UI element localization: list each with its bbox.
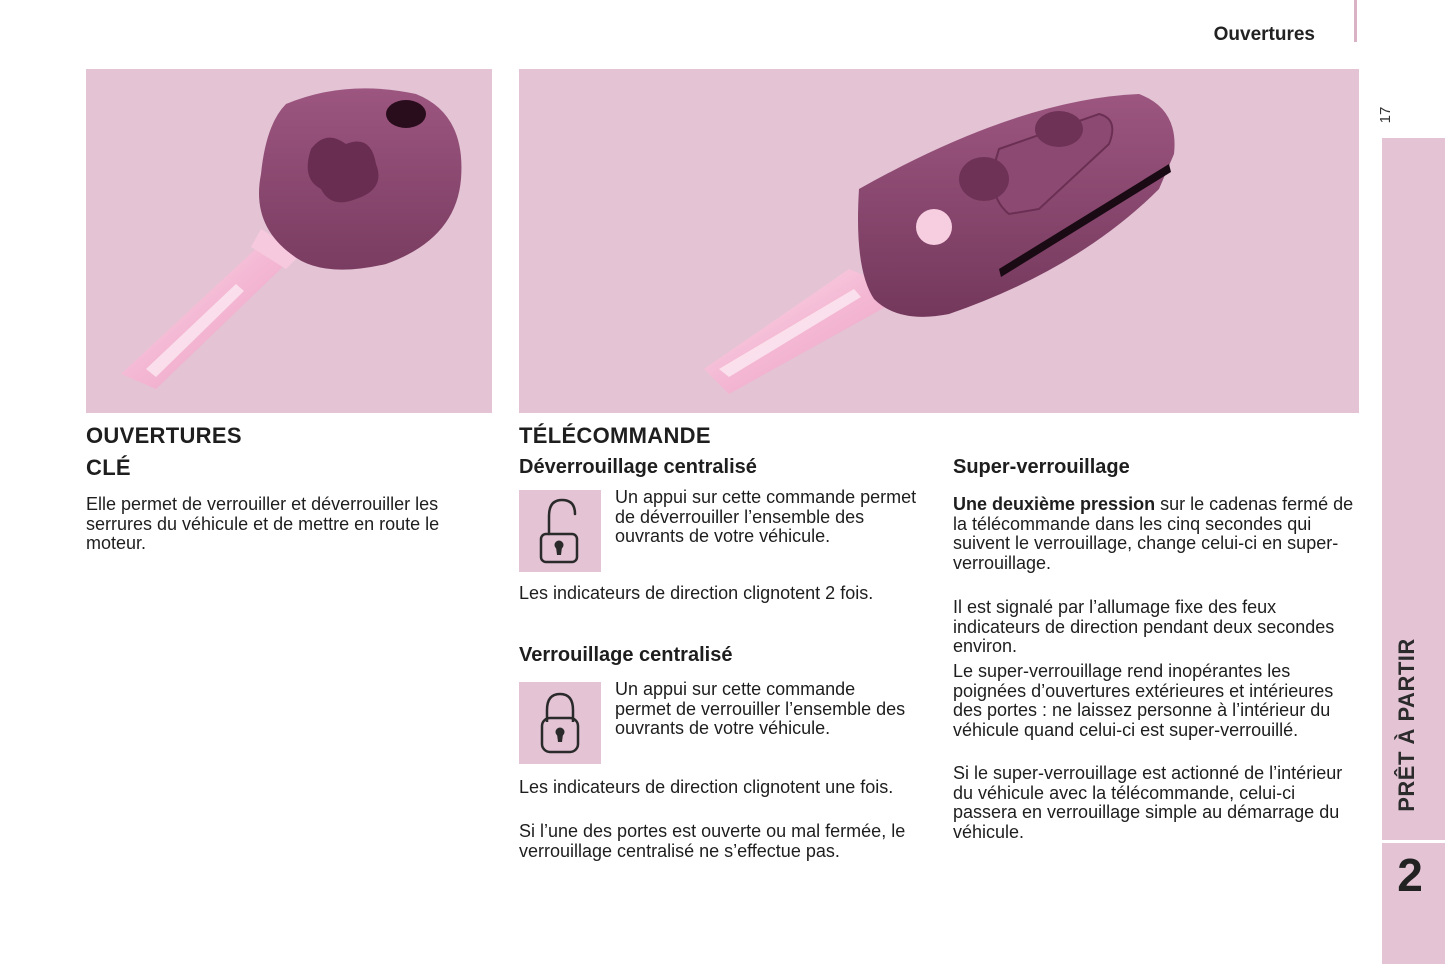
section-header-title: Ouvertures [1213,24,1315,45]
chapter-number: 2 [1397,849,1423,901]
key-icon [86,69,492,413]
unlock-note: Les indicateurs de direction clignotent 2 fois. [519,583,874,603]
lock-heading: Verrouillage centralisé [519,644,733,666]
unlock-description: Un appui sur cette commande permet de déverrouiller l’ensemble des ouvrants de votre véhicule. [615,487,917,546]
unlock-heading: Déverrouillage centralisé [519,456,757,478]
header-divider [1354,0,1357,42]
super-lock-paragraph-2: Il est signalé par l’allumage fixe des feux indicateurs de direction pendant deux secondes environ. [953,597,1335,656]
key-illustration [86,69,492,413]
section-title-telecommande: TÉLÉCOMMANDE [519,423,711,448]
lock-description: Un appui sur cette commande permet de verrouiller l’ensemble des ouvrants de votre véhicule. [615,679,906,738]
key-description: Elle permet de verrouiller et déverrouiller les serrures du véhicule et de mettre en route le moteur. [86,494,440,553]
side-tab-divider [1382,840,1445,843]
super-lock-paragraph-3: Le super-verrouillage rend inopérantes les poignées d’ouvertures extérieures et intérieures des portes : ne laissez personne à l’intérieur du véhicule quand celui-ci est super-verrouillé. [953,661,1334,740]
super-lock-paragraph-1: Une deuxième pression sur le cadenas fermé de la télécommande dans les cinq secondes qui suivent le verrouillage, change celui-ci en super-verrouillage. [953,494,1354,573]
remote-key-icon [519,69,1359,413]
section-title-ouvertures: OUVERTURES [86,423,242,448]
remote-control-illustration [519,69,1359,413]
lock-note-once: Les indicateurs de direction clignotent une fois. [519,777,894,797]
subsection-title-cle: CLÉ [86,455,131,480]
lock-note-door-open: Si l’une des portes est ouverte ou mal fermée, le verrouillage centralisé ne s’effectue pas. [519,821,906,861]
page-number: 17 [1377,106,1394,124]
padlock-open-icon [519,490,601,572]
padlock-closed-icon [519,682,601,764]
super-lock-paragraph-4: Si le super-verrouillage est actionné de l’intérieur du véhicule avec la télécommande, celui-ci passera en verrouillage simple au démarrage du véhicule. [953,763,1343,842]
chapter-side-label: PRÊT À PARTIR [1394,638,1419,812]
super-lock-heading: Super-verrouillage [953,456,1130,478]
